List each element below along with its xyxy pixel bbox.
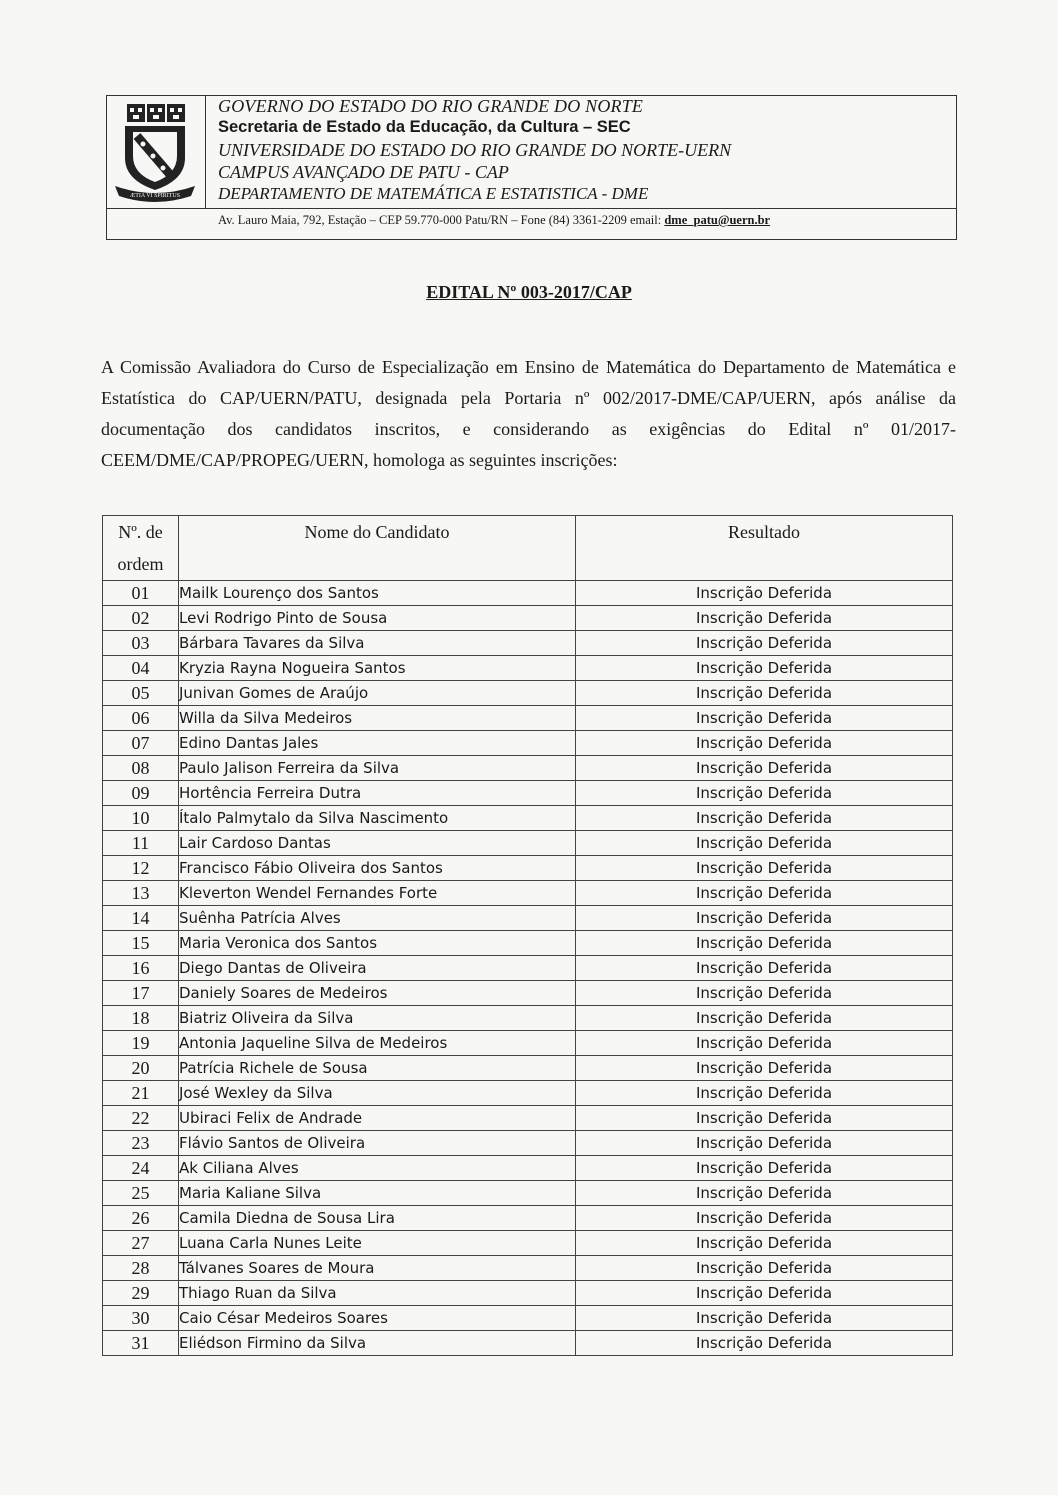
row-candidate-name: Junivan Gomes de Araújo [179,681,576,706]
table-row [103,1056,953,1081]
row-candidate-name: Kryzia Rayna Nogueira Santos [179,656,576,681]
header-line-university: UNIVERSIDADE DO ESTADO DO RIO GRANDE DO NORTE-UERN [218,140,732,160]
row-order-number: 09 [103,781,179,806]
row-candidate-name: José Wexley da Silva [179,1081,576,1106]
row-order-number: 04 [103,656,179,681]
row-result: Inscrição Deferida [576,1206,953,1231]
row-order-number: 07 [103,731,179,756]
table-row [103,706,953,731]
row-candidate-name: Maria Veronica dos Santos [179,931,576,956]
row-order-number: 03 [103,631,179,656]
row-order-number: 19 [103,1031,179,1056]
row-candidate-name: Caio César Medeiros Soares [179,1306,576,1331]
row-order-number: 05 [103,681,179,706]
row-candidate-name: Paulo Jalison Ferreira da Silva [179,756,576,781]
table-row [103,581,953,606]
row-result: Inscrição Deferida [576,1106,953,1131]
header-line-department: DEPARTAMENTO DE MATEMÁTICA E ESTATISTICA - DME [218,184,649,203]
table-row [103,881,953,906]
uern-coat-of-arms-icon [107,96,203,208]
table-row [103,931,953,956]
row-order-number: 31 [103,1331,179,1356]
row-candidate-name: Bárbara Tavares da Silva [179,631,576,656]
logo-motto: ÆTIA VI SPIRITUS [129,193,181,199]
row-order-number: 18 [103,1006,179,1031]
row-candidate-name: Antonia Jaqueline Silva de Medeiros [179,1031,576,1056]
row-candidate-name: Eliédson Firmino da Silva [179,1331,576,1356]
table-row [103,1206,953,1231]
row-result: Inscrição Deferida [576,1131,953,1156]
table-row [103,1231,953,1256]
column-header-result: Resultado [576,516,953,581]
row-order-number: 11 [103,831,179,856]
table-row [103,731,953,756]
header-line-government: GOVERNO DO ESTADO DO RIO GRANDE DO NORTE [218,96,644,116]
row-result: Inscrição Deferida [576,606,953,631]
row-result: Inscrição Deferida [576,806,953,831]
row-result: Inscrição Deferida [576,1306,953,1331]
row-result: Inscrição Deferida [576,581,953,606]
row-order-number: 21 [103,1081,179,1106]
row-candidate-name: Lair Cardoso Dantas [179,831,576,856]
row-candidate-name: Luana Carla Nunes Leite [179,1231,576,1256]
row-result: Inscrição Deferida [576,1331,953,1356]
row-order-number: 14 [103,906,179,931]
row-candidate-name: Suênha Patrícia Alves [179,906,576,931]
row-order-number: 22 [103,1106,179,1131]
row-order-number: 29 [103,1281,179,1306]
address-text: Av. Lauro Maia, 792, Estação – CEP 59.770-000 Patu/RN – Fone (84) 3361-2209 email: [218,213,665,227]
row-result: Inscrição Deferida [576,906,953,931]
table-row [103,1181,953,1206]
row-result: Inscrição Deferida [576,1056,953,1081]
column-header-name: Nome do Candidato [179,516,576,581]
row-result: Inscrição Deferida [576,956,953,981]
table-row [103,856,953,881]
header-line-secretariat: Secretaria de Estado da Educação, da Cultura – SEC [218,118,631,136]
row-candidate-name: Maria Kaliane Silva [179,1181,576,1206]
header-divider [107,208,956,209]
row-candidate-name: Camila Diedna de Sousa Lira [179,1206,576,1231]
row-candidate-name: Mailk Lourenço dos Santos [179,581,576,606]
table-row [103,656,953,681]
row-candidate-name: Thiago Ruan da Silva [179,1281,576,1306]
row-candidate-name: Flávio Santos de Oliveira [179,1131,576,1156]
row-candidate-name: Hortência Ferreira Dutra [179,781,576,806]
row-candidate-name: Kleverton Wendel Fernandes Forte [179,881,576,906]
row-result: Inscrição Deferida [576,1156,953,1181]
column-header-order: Nº. de ordem [103,516,179,581]
header-line-campus: CAMPUS AVANÇADO DE PATU - CAP [218,162,509,182]
row-candidate-name: Ak Ciliana Alves [179,1156,576,1181]
table-row [103,756,953,781]
row-result: Inscrição Deferida [576,1081,953,1106]
row-order-number: 27 [103,1231,179,1256]
table-row [103,1106,953,1131]
table-row [103,1081,953,1106]
row-result: Inscrição Deferida [576,881,953,906]
row-result: Inscrição Deferida [576,1281,953,1306]
results-table [102,515,953,1356]
row-candidate-name: Willa da Silva Medeiros [179,706,576,731]
row-order-number: 17 [103,981,179,1006]
table-row [103,1306,953,1331]
uern-logo [107,96,206,209]
row-result: Inscrição Deferida [576,1181,953,1206]
row-candidate-name: Daniely Soares de Medeiros [179,981,576,1006]
row-candidate-name: Biatriz Oliveira da Silva [179,1006,576,1031]
table-row [103,781,953,806]
table-row [103,906,953,931]
row-order-number: 02 [103,606,179,631]
row-result: Inscrição Deferida [576,981,953,1006]
row-result: Inscrição Deferida [576,931,953,956]
table-row [103,681,953,706]
row-candidate-name: Ubiraci Felix de Andrade [179,1106,576,1131]
row-order-number: 24 [103,1156,179,1181]
row-candidate-name: Levi Rodrigo Pinto de Sousa [179,606,576,631]
row-order-number: 16 [103,956,179,981]
row-order-number: 20 [103,1056,179,1081]
table-row [103,981,953,1006]
row-result: Inscrição Deferida [576,1231,953,1256]
row-order-number: 23 [103,1131,179,1156]
table-row [103,831,953,856]
row-result: Inscrição Deferida [576,831,953,856]
row-result: Inscrição Deferida [576,706,953,731]
row-result: Inscrição Deferida [576,1256,953,1281]
row-order-number: 06 [103,706,179,731]
row-candidate-name: Francisco Fábio Oliveira dos Santos [179,856,576,881]
table-row [103,606,953,631]
row-candidate-name: Diego Dantas de Oliveira [179,956,576,981]
row-candidate-name: Edino Dantas Jales [179,731,576,756]
table-row [103,1156,953,1181]
row-order-number: 12 [103,856,179,881]
row-candidate-name: Tálvanes Soares de Moura [179,1256,576,1281]
row-result: Inscrição Deferida [576,781,953,806]
row-result: Inscrição Deferida [576,656,953,681]
table-row [103,1006,953,1031]
row-candidate-name: Patrícia Richele de Sousa [179,1056,576,1081]
row-candidate-name: Ítalo Palmytalo da Silva Nascimento [179,806,576,831]
table-row [103,1331,953,1356]
table-row [103,1031,953,1056]
row-order-number: 26 [103,1206,179,1231]
row-result: Inscrição Deferida [576,681,953,706]
row-order-number: 10 [103,806,179,831]
row-order-number: 30 [103,1306,179,1331]
intro-paragraph: A Comissão Avaliadora do Curso de Especialização em Ensino de Matemática do Departamento de Matemática e Estatística do CAP/UERN/PATU, designada pela Portaria nº 002/2017-DME/CAP/UERN, após análise da documentação dos candidatos inscritos, e considerando as exigências do Edital nº 01/2017-CEEM/DME/CAP/PROPEG/UERN, homologa as seguintes inscrições: [101,357,956,470]
table-row [103,1131,953,1156]
row-order-number: 08 [103,756,179,781]
row-result: Inscrição Deferida [576,856,953,881]
row-result: Inscrição Deferida [576,1031,953,1056]
table-row [103,956,953,981]
row-order-number: 28 [103,1256,179,1281]
table-row [103,1281,953,1306]
row-result: Inscrição Deferida [576,731,953,756]
row-order-number: 15 [103,931,179,956]
edital-title: EDITAL Nº 003-2017/CAP [426,282,632,302]
table-row [103,1256,953,1281]
table-row [103,631,953,656]
letterhead [106,95,957,240]
row-order-number: 13 [103,881,179,906]
table-header-row [103,516,953,581]
table-row [103,806,953,831]
row-result: Inscrição Deferida [576,631,953,656]
row-order-number: 25 [103,1181,179,1206]
row-result: Inscrição Deferida [576,1006,953,1031]
email-link[interactable]: dme_patu@uern.br [664,213,771,227]
row-order-number: 01 [103,581,179,606]
row-result: Inscrição Deferida [576,756,953,781]
header-address [218,213,770,228]
